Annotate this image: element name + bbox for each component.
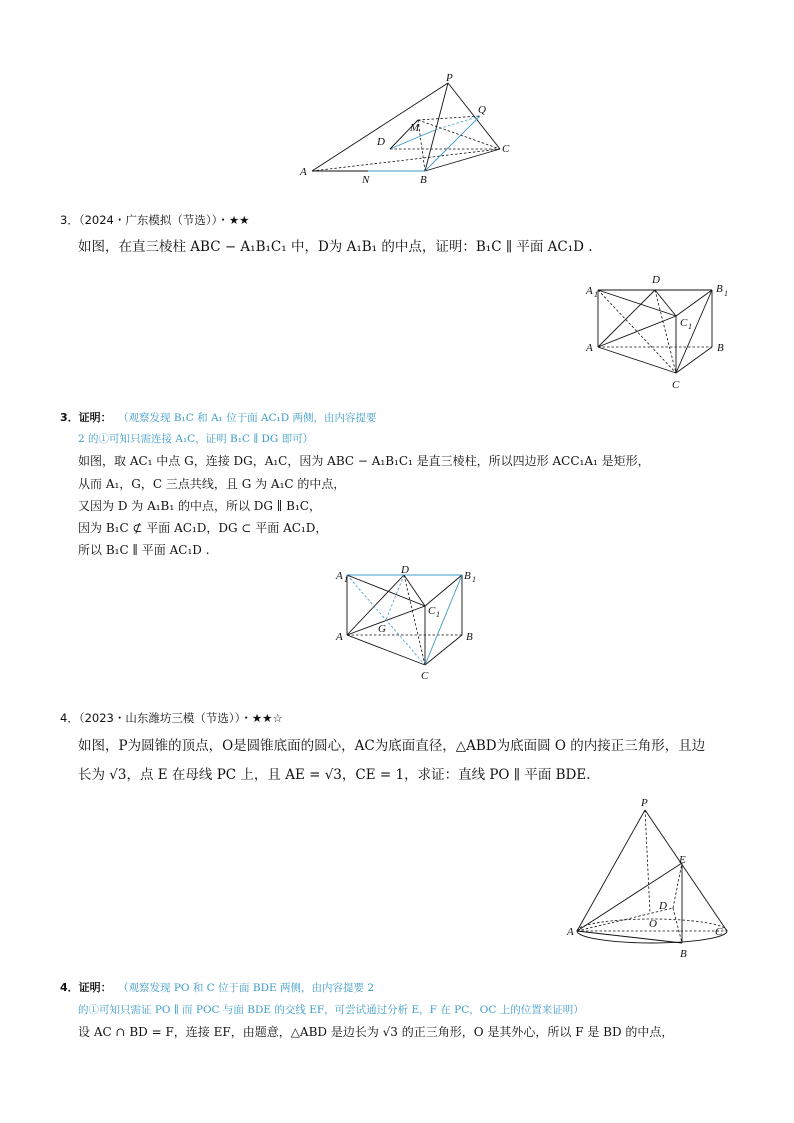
- label-C1: C: [680, 317, 688, 329]
- label-B: B: [466, 631, 473, 643]
- svg-text:1: 1: [344, 575, 348, 584]
- label-A1: A: [586, 285, 593, 297]
- label-E: E: [679, 854, 686, 866]
- label-D: D: [659, 900, 667, 912]
- label-P: P: [641, 797, 648, 809]
- solution3-line-1: 如图，取 AC₁ 中点 G，连接 DG，A₁C，因为 ABC − A₁B₁C₁ 是直三棱柱，所以四边形 ACC₁A₁ 是矩形，: [78, 454, 650, 468]
- label-D: D: [377, 136, 385, 148]
- solution3-title: 3．证明：: [60, 411, 112, 424]
- solution3-line-2: 从而 A₁，G，C 三点共线，且 G 为 A₁C 的中点，: [78, 477, 346, 491]
- label-C: C: [502, 143, 510, 155]
- label-B1: B: [716, 283, 723, 295]
- label-B1: B: [464, 570, 471, 582]
- solution4-note-1: （观察发现 PO 和 C 位于面 BDE 两侧，由内容提要 2: [118, 982, 375, 994]
- problem4-line-1: 如图，P为圆锥的顶点，O是圆锥底面的圆心，AC为底面直径，△ABD为底面圆 O 的内接正三角形，且边: [78, 738, 706, 754]
- svg-text:1: 1: [436, 610, 440, 619]
- solution4-note-2: 的①可知只需证 PO ∥ 而 POC 与面 BDE 的交线 EF，可尝试通过分析 E，F 在 PC，OC 上的位置来证明）: [78, 1004, 584, 1016]
- figure-prism-problem: [580, 268, 740, 393]
- solution4-line-1: 设 AC ∩ BD = F，连接 EF，由题意，△ABD 是边长为 √3 的正三角形，O 是其外心，所以 F 是 BD 的中点，: [78, 1025, 674, 1039]
- label-G: G: [378, 623, 386, 635]
- solution3-line-5: 所以 B₁C ∥ 平面 AC₁D .: [78, 543, 210, 557]
- label-O: O: [649, 918, 657, 930]
- figure-prism-solution: [332, 562, 492, 687]
- label-A: A: [300, 166, 307, 178]
- label-Q: Q: [478, 104, 486, 116]
- label-B: B: [680, 948, 687, 960]
- label-C: C: [715, 926, 723, 938]
- label-A1: A: [336, 570, 343, 582]
- label-C1: C: [428, 605, 436, 617]
- problem4-header: 4．（2023・山东潍坊三模（节选））・★★☆: [60, 711, 283, 725]
- solution4-title: 4．证明：: [60, 981, 112, 994]
- solution3-line-3: 又因为 D 为 A₁B₁ 的中点，所以 DG ∥ B₁C，: [78, 499, 321, 513]
- svg-text:1: 1: [688, 322, 692, 331]
- figure-pyramid: [290, 70, 520, 190]
- label-D: D: [401, 564, 409, 576]
- label-C: C: [672, 379, 680, 391]
- svg-text:1: 1: [594, 290, 598, 299]
- solution3-note-2: 2 的①可知只需连接 A₁C，证明 B₁C ∥ DG 即可）: [78, 433, 314, 445]
- label-M: M: [410, 122, 420, 134]
- solution3-note-1: （观察发现 B₁C 和 A₁ 位于面 AC₁D 两侧，由内容提要: [118, 412, 377, 424]
- problem3-statement: 如图，在直三棱柱 ABC − A₁B₁C₁ 中，D为 A₁B₁ 的中点，证明：B₁C ∥ 平面 AC₁D .: [78, 239, 593, 255]
- figure-cone: [565, 795, 740, 965]
- label-A: A: [586, 342, 593, 354]
- label-P: P: [446, 72, 453, 84]
- label-B: B: [420, 174, 427, 186]
- problem4-line-2: 长为 √3，点 E 在母线 PC 上，且 AE = √3，CE = 1，求证：直线 PO ∥ 平面 BDE.: [78, 767, 591, 783]
- problem3-header: 3．（2024・广东模拟（节选））・★★: [60, 213, 250, 227]
- solution3-line-4: 因为 B₁C ⊄ 平面 AC₁D，DG ⊂ 平面 AC₁D，: [78, 521, 328, 535]
- label-A: A: [567, 926, 574, 938]
- svg-text:1: 1: [472, 575, 476, 584]
- label-N: N: [362, 174, 370, 186]
- label-C: C: [421, 670, 429, 682]
- svg-text:1: 1: [724, 289, 728, 298]
- label-A: A: [336, 631, 343, 643]
- label-B: B: [717, 342, 724, 354]
- label-D: D: [652, 274, 660, 286]
